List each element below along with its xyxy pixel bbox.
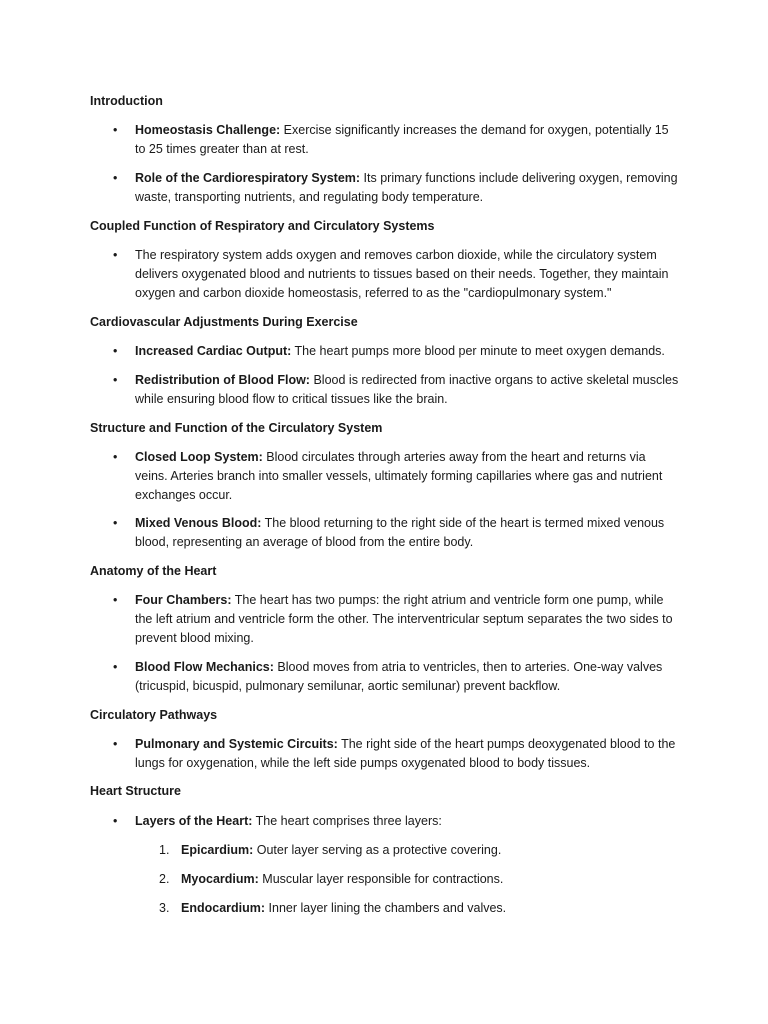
bullet-icon: • xyxy=(113,248,118,262)
item-text: The right side of the heart pumps deoxygenated blood to the lungs for oxygenation, while the left side pumps oxygenated blood to body tissues. xyxy=(135,737,676,770)
list-item xyxy=(113,735,680,773)
item-label: Blood Flow Mechanics: xyxy=(135,660,274,674)
item-label: Mixed Venous Blood: xyxy=(135,516,262,530)
item-label: Layers of the Heart: xyxy=(135,814,253,828)
item-label: Endocardium: xyxy=(181,901,266,915)
list-item xyxy=(113,121,680,159)
section-heading-coupled-function: Coupled Function of Respiratory and Circulatory Systems xyxy=(90,219,435,233)
item-label: Homeostasis Challenge: xyxy=(135,123,281,137)
bullet-icon: • xyxy=(113,123,118,137)
item-text: Muscular layer responsible for contractions. xyxy=(262,872,504,886)
list-item xyxy=(113,342,680,361)
numbered-list-item xyxy=(159,841,681,860)
list-item xyxy=(113,371,680,409)
item-text: Exercise significantly increases the demand for oxygen, potentially 15 to 25 times greater than at rest. xyxy=(135,123,669,156)
item-text: Blood moves from atria to ventricles, then to arteries. One-way valves (tricuspid, bicuspid, pulmonary semilunar, aortic semilunar) prevent backflow. xyxy=(135,660,663,693)
section-heading-heart-structure: Heart Structure xyxy=(90,784,181,798)
list-item xyxy=(113,169,680,207)
list-item xyxy=(113,812,680,831)
section-heading-circulatory-pathways: Circulatory Pathways xyxy=(90,708,218,722)
item-text: The blood returning to the right side of the heart is termed mixed venous blood, representing an average of blood from the entire body. xyxy=(135,516,665,549)
item-text: The heart pumps more blood per minute to meet oxygen demands. xyxy=(294,344,665,358)
section-heading-structure-function: Structure and Function of the Circulatory System xyxy=(90,421,383,435)
list-item xyxy=(113,246,680,303)
bullet-icon: • xyxy=(113,516,118,530)
list-number: 2. xyxy=(159,872,170,886)
item-text: The heart comprises three layers: xyxy=(255,814,442,828)
item-label: Myocardium: xyxy=(181,872,259,886)
item-label: Four Chambers: xyxy=(135,593,232,607)
numbered-list-item xyxy=(159,899,681,918)
item-text: The heart has two pumps: the right atrium and ventricle form one pump, while the left atrium and ventricle form the other. The interventricular septum separates the two sides to prevent blood mixing. xyxy=(135,593,673,645)
list-item xyxy=(113,514,680,552)
list-number: 3. xyxy=(159,901,170,915)
section-heading-anatomy: Anatomy of the Heart xyxy=(90,564,217,578)
item-text: Blood is redirected from inactive organs to active skeletal muscles while ensuring blood flow to critical tissues like the brain. xyxy=(135,373,679,406)
item-text: Blood circulates through arteries away from the heart and returns via veins. Arteries branch into smaller vessels, ultimately forming capillaries where gas and nutrient exchanges occur. xyxy=(135,450,663,502)
bullet-icon: • xyxy=(113,737,118,751)
bullet-icon: • xyxy=(113,171,118,185)
list-item xyxy=(113,448,680,505)
item-label: Role of the Cardiorespiratory System: xyxy=(135,171,361,185)
item-label: Increased Cardiac Output: xyxy=(135,344,292,358)
list-item xyxy=(113,658,680,696)
item-label: Pulmonary and Systemic Circuits: xyxy=(135,737,338,751)
bullet-icon: • xyxy=(113,450,118,464)
bullet-icon: • xyxy=(113,660,118,674)
item-label: Epicardium: xyxy=(181,843,254,857)
section-heading-cardiovascular-adjustments: Cardiovascular Adjustments During Exercise xyxy=(90,315,358,329)
bullet-icon: • xyxy=(113,814,118,828)
item-label: Redistribution of Blood Flow: xyxy=(135,373,310,387)
item-text: Inner layer lining the chambers and valves. xyxy=(268,901,507,915)
item-text: Its primary functions include delivering oxygen, removing waste, transporting nutrients, and regulating body temperature. xyxy=(135,171,678,204)
item-text: The respiratory system adds oxygen and removes carbon dioxide, while the circulatory system delivers oxygenated blood and nutrients to tissues based on their needs. Together, they maintain oxygen and carbon dioxide homeostasis, referred to as the "cardiopulmonary system." xyxy=(135,248,669,300)
bullet-icon: • xyxy=(113,344,118,358)
bullet-icon: • xyxy=(113,593,118,607)
list-item xyxy=(113,591,680,648)
list-number: 1. xyxy=(159,843,170,857)
bullet-icon: • xyxy=(113,373,118,387)
numbered-list-item xyxy=(159,870,681,889)
item-label: Closed Loop System: xyxy=(135,450,263,464)
item-text: Outer layer serving as a protective covering. xyxy=(256,843,502,857)
section-heading-introduction: Introduction xyxy=(90,94,163,108)
